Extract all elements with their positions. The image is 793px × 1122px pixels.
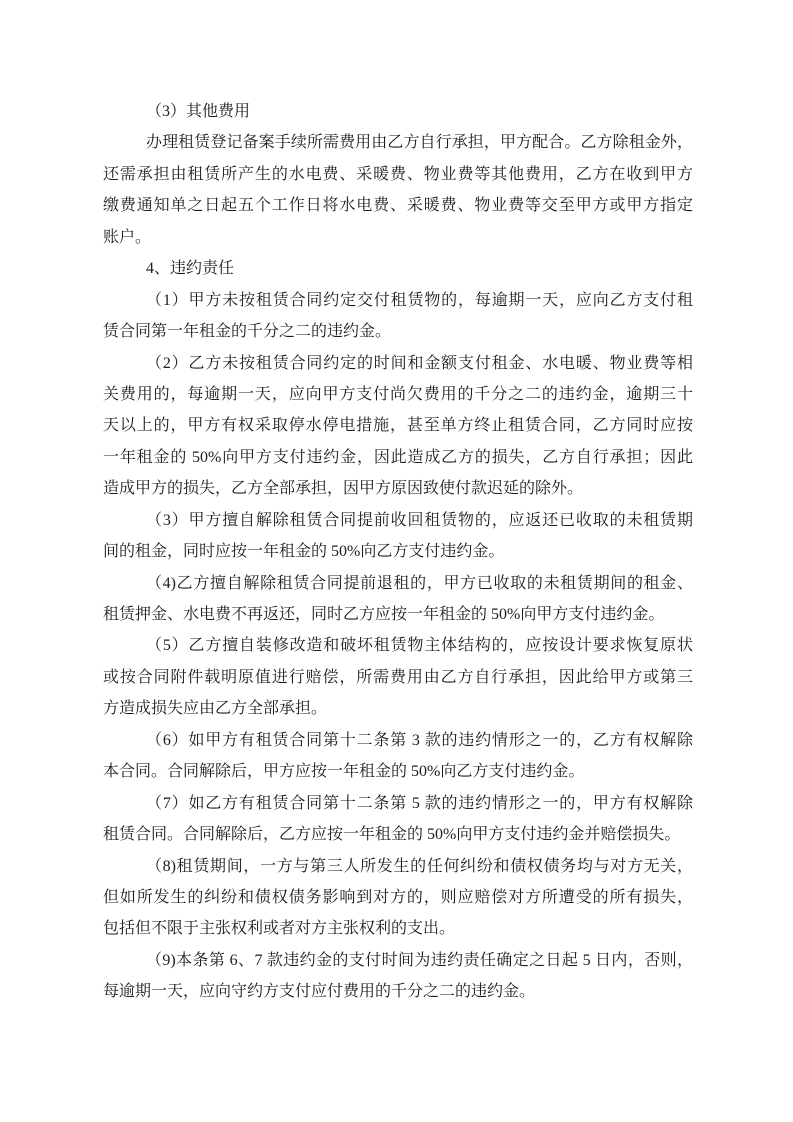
text-line: 关费用的，每逾期一天，应向甲方支付尚欠费用的千分之二的违约金，逾期三十 [103,385,693,403]
paragraph-numbered-clause [103,348,693,505]
text-line: 但如所发生的纠纷和债权债务影响到对方的，则应赔偿对方所遭受的所有损失， [103,888,693,906]
paragraph-section-heading [103,253,693,284]
text-line: 或按合同附件载明原值进行赔偿，所需费用由乙方自行承担，因此给甲方或第三 [103,668,693,686]
text-line: 还需承担由租赁所产生的水电费、采暖费、物业费等其他费用，乙方在收到甲方 [103,165,693,183]
text-line: （3）其他费用 [146,103,251,120]
text-line: 间的租金，同时应按一年租金的 50%向乙方支付违约金。 [103,543,505,561]
text-line: 每逾期一天，应向守约方支付应付费用的千分之二的违约金。 [103,983,536,1001]
text-line: （5）乙方擅自装修改造和破坏租赁物主体结构的，应按设计要求恢复原状 [146,637,693,655]
paragraph-numbered-clause [103,945,693,1008]
text-line: 本合同。合同解除后，甲方应按一年租金的 50%向乙方支付违约金。 [103,763,585,781]
paragraph-numbered-clause [103,630,693,724]
text-line: （3）甲方擅自解除租赁合同提前收回租赁物的，应返还已收取的未租赁期 [146,511,693,529]
paragraph-clause-heading [103,96,693,127]
text-line: 租赁押金、水电费不再返还，同时乙方应按一年租金的 50%向甲方支付违约金。 [103,606,665,623]
contract-text [103,96,693,1008]
text-line: 一年租金的 50%向甲方支付违约金，因此造成乙方的损失，乙方自行承担；因此 [103,448,693,466]
paragraph-body [103,127,693,253]
paragraph-numbered-clause [103,285,693,348]
paragraph-numbered-clause [103,505,693,568]
text-line: （4)乙方擅自解除租赁合同提前退租的，甲方已收取的未租赁期间的租金、 [146,574,693,592]
text-line: （1）甲方未按租赁合同约定交付租赁物的，每逾期一天，应向乙方支付租 [146,291,693,309]
text-line: 赁合同第一年租金的千分之二的违约金。 [103,323,392,341]
text-line: （9)本条第 6、7 款违约金的支付时间为违约责任确定之日起 5 日内，否则， [146,951,693,969]
paragraph-numbered-clause [103,788,693,851]
text-line: 办理租赁登记备案手续所需费用由乙方自行承担，甲方配合。乙方除租金外， [146,134,693,152]
text-line: 租赁合同。合同解除后，乙方应按一年租金的 50%向甲方支付违约金并赔偿损失。 [103,826,681,844]
text-line: （6）如甲方有租赁合同第十二条第 3 款的违约情形之一的，乙方有权解除 [146,731,693,749]
text-line: 缴费通知单之日起五个工作日将水电费、采暖费、物业费等交至甲方或甲方指定 [103,197,693,215]
text-line: 方造成损失应由乙方全部承担。 [103,700,328,718]
paragraph-numbered-clause [103,568,693,631]
paragraph-numbered-clause [103,725,693,788]
text-line: 造成甲方的损失，乙方全部承担，因甲方原因致使付款迟延的除外。 [103,480,584,498]
text-line: （2）乙方未按租赁合同约定的时间和金额支付租金、水电暖、物业费等相 [146,354,693,372]
text-line: 天以上的，甲方有权采取停水停电措施，甚至单方终止租赁合同，乙方同时应按 [103,417,693,435]
text-line: 账户。 [103,228,152,246]
text-line: （7）如乙方有租赁合同第十二条第 5 款的违约情形之一的，甲方有权解除 [146,794,693,812]
text-line: 包括但不限于主张权利或者对方主张权利的支出。 [103,920,456,938]
text-line: 4、违约责任 [146,260,235,278]
paragraph-numbered-clause [103,851,693,945]
text-line: （8)租赁期间，一方与第三人所发生的任何纠纷和债权债务均与对方无关， [146,857,693,875]
